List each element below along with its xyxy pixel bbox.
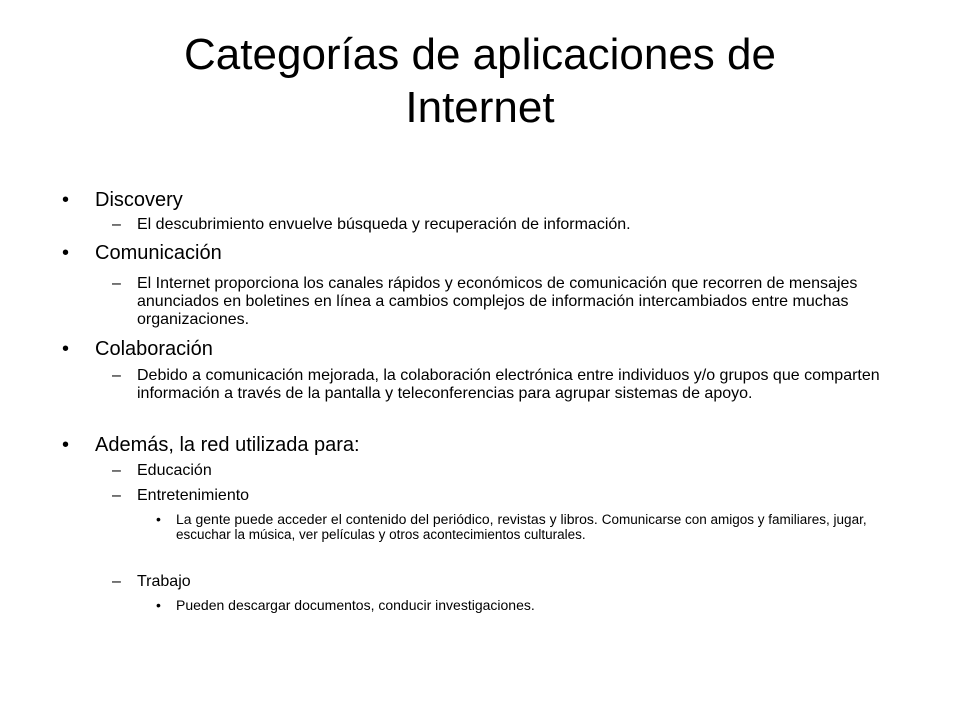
dash-icon: – [112, 573, 121, 590]
bullet-icon: • [62, 434, 70, 456]
bullet-icon: • [62, 189, 70, 211]
sub-bullet-text: El descubrimiento envuelve búsqueda y recuperación de información. [137, 216, 631, 233]
sub-sub-bullet-text-a: La gente puede acceder el contenido del periódico, revistas y libros. [176, 511, 598, 527]
dash-icon: – [112, 216, 121, 233]
bullet-discovery [62, 188, 895, 212]
bullet-colaboracion [62, 337, 895, 361]
bullet-icon: • [62, 338, 70, 360]
sub-bullet-comunicacion-1 [112, 275, 905, 329]
sub-bullet-text: El Internet proporciona los canales rápidos y económicos de comunicación que recorren de mensajes anunciados en boletines en línea a cambios complejos de información intercambiados entre muchas organizaciones. [137, 275, 858, 328]
slide-title-line-1: Categorías de aplicaciones de [184, 30, 776, 79]
bullet-label: Además, la red utilizada para: [95, 434, 360, 456]
sub-sub-bullet-text-b: Comunicarse con amigos y familiares, jugar, escuchar la música, ver películas y otros acontecimientos culturales. [176, 512, 867, 542]
sub-bullet-text: Trabajo [137, 573, 191, 590]
bullet-icon: • [62, 242, 70, 264]
dash-icon: – [112, 462, 121, 479]
dash-icon: – [112, 275, 121, 292]
bullet-label: Discovery [95, 189, 183, 211]
bullet-comunicacion [62, 241, 895, 265]
sub-sub-bullet-entretenimiento-1 [156, 511, 906, 542]
sub-sub-bullet-trabajo-1 [156, 597, 906, 613]
sub-bullet-discovery-1 [112, 216, 907, 234]
slide-title-line-2: Internet [405, 83, 555, 132]
dash-icon: – [112, 367, 121, 384]
bullet-icon: • [156, 597, 161, 613]
bullet-label: Comunicación [95, 242, 222, 264]
sub-bullet-educacion [112, 462, 907, 480]
slide-title [60, 28, 900, 134]
sub-bullet-text: Educación [137, 462, 212, 479]
sub-bullet-colaboracion-1 [112, 367, 905, 403]
bullet-ademas [62, 433, 895, 457]
sub-bullet-entretenimiento [112, 487, 907, 505]
bullet-icon: • [156, 511, 161, 527]
bullet-label: Colaboración [95, 338, 213, 360]
sub-bullet-text: Debido a comunicación mejorada, la colaboración electrónica entre individuos y/o grupos que comparten información a través de la pantalla y teleconferencias para agrupar sistemas de apoyo. [137, 367, 880, 402]
sub-bullet-text: Entretenimiento [137, 487, 250, 504]
sub-bullet-trabajo [112, 573, 907, 591]
sub-sub-bullet-text: Pueden descargar documentos, conducir investigaciones. [176, 597, 535, 613]
dash-icon: – [112, 487, 121, 504]
